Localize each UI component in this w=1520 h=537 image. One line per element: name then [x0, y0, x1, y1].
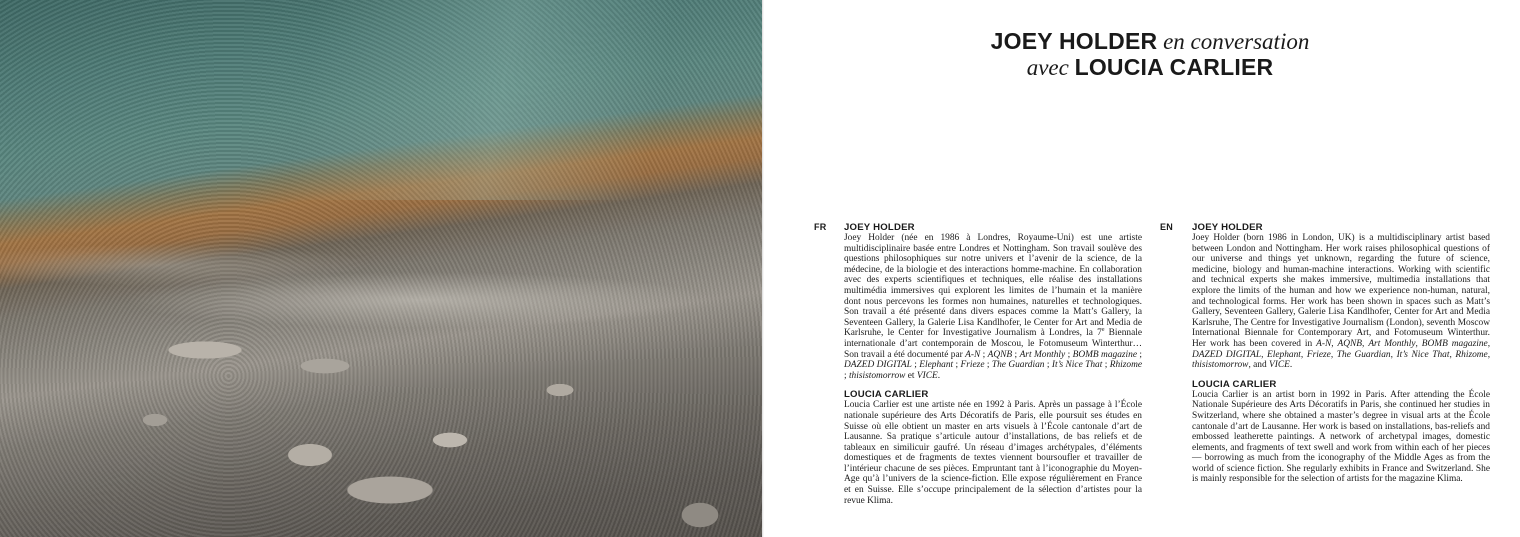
bio-text: Loucia Carlier est une artiste née en 1992 à Paris. Après un passage à l’École nationale supérieure des Arts Décoratifs de Paris, elle poursuit ses études en Suisse où elle obtient un master en arts visuels à l’École cantonale d’art de Lausanne. Sa pratique s’articule autour d’installations, de bas reliefs et de tableaux en similicuir gaufré. Un réseau d’images archétypales, d’éléments domestiques et de fragments de textes viennent boursoufler et travailler de l’intérieur chacune de ses pièces. Empruntant tant à l’iconographie du Moyen-Age qu’à l’univers de la science-fiction. Elle expose régulièrement en France et en Suisse. Elle s’occupe principalement de la sélection d’artistes pour la revue Klima. [844, 400, 1142, 506]
lang-marker-fr: FR [814, 222, 827, 232]
page-gutter [762, 0, 764, 537]
water-reflection [0, 0, 762, 200]
bio-name: JOEY HOLDER [844, 222, 915, 233]
bio-holder-en [1192, 222, 1490, 371]
title-line-2 [870, 54, 1430, 81]
column-english [1192, 222, 1490, 493]
lang-marker-en: EN [1160, 222, 1174, 232]
title-with-text: avec [1026, 55, 1069, 80]
column-french [844, 222, 1142, 514]
bio-text: Joey Holder (née en 1986 à Londres, Royaume-Uni) est une artiste multidisciplinaire basée entre Londres et Nottingham. Son travail soulève des questions philosophiques sur notre univers et l’avenir de la science, de la médecine, de la biologie et des interactions homme-machine. En collaboration avec des experts scientifiques et techniques, elle réalise des installations multimédia immersives qui explorent les limites de l’humain et la manière dont nous percevons les formes non humaines, naturelles et technologiques. Son travail a été présenté dans divers espaces comme la Matt’s Gallery, la Seventeen Gallery, la Galerie Lisa Kandlhofer, le Center for Art and Media de Karlsruhe, le Center for Investigative Journalism à Londres, la 7e Biennale internationale d’art contemporain de Moscou, le Fotomuseum Winterthur… Son travail a été documenté par A-N ; AQNB ; Art Monthly ; BOMB magazine ; DAZED DIGITAL ; Elephant ; Frieze ; The Guardian ; It’s Nice That ; Rhizome ; thisistomorrow et VICE. [844, 233, 1143, 381]
title-conversation-text: en conversation [1163, 29, 1310, 54]
title-artist-name: JOEY HOLDER [990, 28, 1158, 54]
bio-name: LOUCIA CARLIER [844, 389, 929, 401]
bio-holder-fr [844, 222, 1142, 381]
title-interviewer-name: LOUCIA CARLIER [1074, 54, 1274, 80]
bio-carlier-fr [844, 389, 1142, 506]
title-line-1 [870, 28, 1430, 55]
bio-text: Joey Holder (born 1986 in London, UK) is a multidisciplinary artist based between London and Nottingham. Her work raises philosophical questions of our universe and things yet unknown, regarding the future of science, medicine, biology and human-machine interactions. Working with scientific and technical experts she makes immersive, multimedia installations that explore the limits of the human and how we experience non-human, natural, and technological forms. Her work has been shown in spaces such as Matt’s Gallery, Seventeen Gallery, Galerie Lisa Kandlhofer, Center for Art and Media Karlsruhe, The Centre for Investigative Journalism (London), seventh Moscow International Biennale for Contemporary Art, and Fotomuseum Winterthur. Her work has been covered in A-N, AQNB, Art Monthly, BOMB magazine, DAZED DIGITAL, Elephant, Frieze, The Guardian, It’s Nice That, Rhizome, thisistomorrow, and VICE. [1192, 233, 1491, 371]
bio-name: LOUCIA CARLIER [1192, 378, 1277, 390]
bio-name: JOEY HOLDER [1192, 222, 1263, 233]
bio-text: Loucia Carlier is an artist born in 1992 in Paris. After attending the École Nationale Supérieure des Arts Décoratifs in Paris, she continued her studies in Switzerland, where she obtained a master’s degree in visual arts at the École cantonale d’art de Lausanne. Her work is based on installations, bas-reliefs and embossed leatherette paintings. A network of archetypal images, domestic elements, and fragments of text swell and work from within each of her pieces — borrowing as much from the iconography of the Middle Ages as from the world of science fiction. She regularly exhibits in France and Switzerland. She is mainly responsible for the selection of artists for the magazine Klima. [1192, 389, 1490, 485]
bio-carlier-en [1192, 379, 1490, 485]
